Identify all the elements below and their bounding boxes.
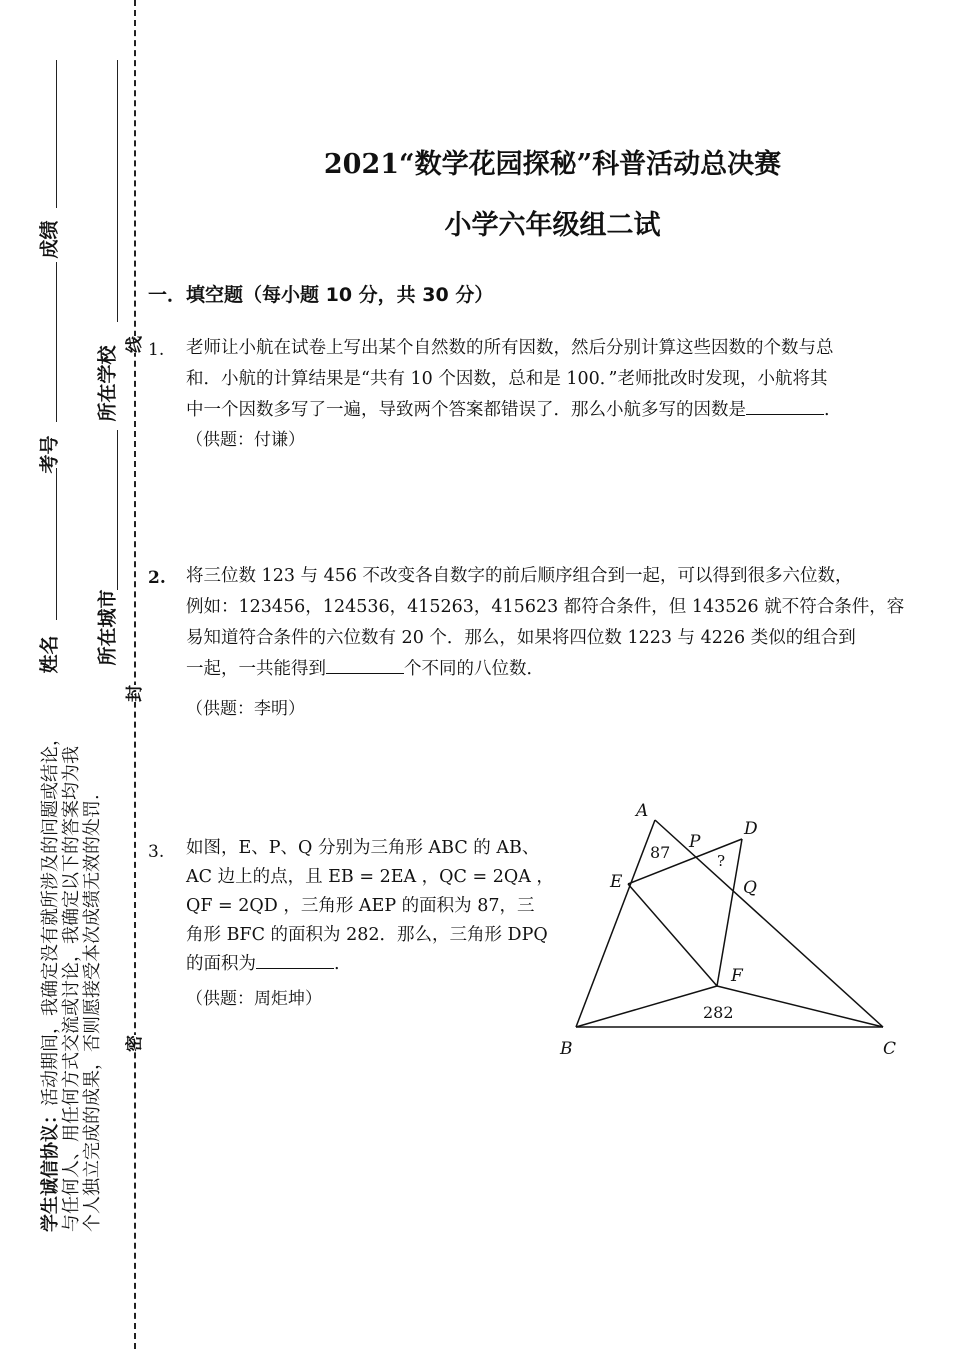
question-2-credit: （供题：李明） — [186, 699, 305, 719]
question-2-text — [186, 561, 904, 685]
question-3-line: QF = 2QD ，三角形 AEP 的面积为 87，三 — [186, 896, 535, 916]
point-label-f: F — [731, 966, 743, 986]
name-label: 姓名 — [38, 635, 61, 674]
page-subtitle: 小学六年级组二试 — [444, 210, 661, 241]
binding-dashed-line — [134, 0, 136, 1349]
area-label-aep: 87 — [650, 843, 671, 862]
question-1-line: 和．小航的计算结果是“共有 10 个因数，总和是 100．”老师批改时发现，小航将其 — [186, 369, 828, 389]
question-1-text — [186, 333, 834, 426]
segment-ab — [576, 820, 655, 1027]
pledge-line-2: 与任何人、用任何方式交流或讨论，我确定以下的答案均为我 — [61, 746, 82, 1232]
point-label-a: A — [636, 801, 649, 821]
question-3-line: 的面积为 — [186, 954, 256, 974]
question-3-line: 角形 BFC 的面积为 282．那么，三角形 DPQ — [186, 925, 548, 945]
school-field-line[interactable] — [117, 60, 118, 322]
city-label: 所在城市 — [96, 589, 119, 666]
exam-no-label: 考号 — [38, 435, 61, 474]
question-2-answer-blank[interactable] — [326, 657, 404, 674]
point-label-d: D — [744, 819, 758, 839]
point-label-b: B — [560, 1039, 573, 1059]
point-label-e: E — [610, 872, 623, 892]
question-2-line: 易知道符合条件的六位数有 20 个．那么，如果将四位数 1223 与 4226 类似的组合到 — [186, 628, 856, 648]
point-label-c: C — [883, 1039, 897, 1059]
binding-mark-dense: 密 — [120, 1035, 145, 1052]
segment-bf — [576, 986, 717, 1027]
score-field-line[interactable] — [56, 60, 57, 208]
page-title: 2021“数学花园探秘”科普活动总决赛 — [323, 149, 782, 180]
segment-ef — [628, 884, 717, 986]
city-field-line[interactable] — [117, 430, 118, 590]
pledge-line-3: 个人独立完成的成果，否则愿接受本次成绩无效的处罚. — [82, 794, 103, 1232]
question-1-tail: . — [824, 400, 830, 420]
question-2-number: 2. — [148, 568, 166, 588]
school-label: 所在学校 — [96, 345, 119, 422]
exam-no-field-line-top[interactable] — [56, 262, 57, 422]
question-1-number: 1. — [148, 340, 165, 360]
score-label: 成绩 — [38, 220, 61, 259]
binding-mark-seal: 封 — [120, 685, 145, 702]
point-label-q: Q — [743, 878, 757, 898]
question-2-line: 一起，一共能得到 — [186, 659, 326, 679]
binding-mark-line: 线 — [120, 336, 145, 353]
integrity-pledge — [40, 728, 103, 1232]
area-label-unknown: ? — [717, 852, 726, 870]
question-1-answer-blank[interactable] — [746, 398, 824, 415]
question-1-line: 老师让小航在试卷上写出某个自然数的所有因数，然后分别计算这些因数的个数与总 — [186, 338, 834, 358]
question-3-tail: . — [334, 954, 340, 974]
question-3-credit: （供题：周炬坤） — [186, 989, 322, 1009]
pledge-line-1: 活动期间，我确定没有就所涉及的问题或结论， — [40, 728, 61, 1106]
question-2-tail: 个不同的八位数． — [404, 659, 544, 679]
triangle-figure — [550, 795, 910, 1070]
question-3-answer-blank[interactable] — [256, 952, 334, 969]
section-heading: 一．填空题（每小题 10 分，共 30 分） — [148, 284, 494, 306]
question-3-line: 如图，E、P、Q 分别为三角形 ABC 的 AB、 — [186, 838, 540, 858]
segment-fc — [717, 986, 883, 1027]
point-label-p: P — [689, 832, 701, 852]
question-3-number: 3. — [148, 842, 165, 862]
question-1-credit: （供题：付谦） — [186, 430, 305, 450]
name-field-line[interactable] — [56, 468, 57, 620]
question-3-line: AC 边上的点，且 EB = 2EA ，QC = 2QA ， — [186, 867, 554, 887]
question-2-line: 例如：123456，124536，415263，415623 都符合条件，但 143526 就不符合条件，容 — [186, 597, 905, 617]
question-3-text — [186, 834, 554, 979]
pledge-title: 学生诚信协议： — [40, 1106, 61, 1232]
area-label-bfc: 282 — [703, 1003, 734, 1022]
question-2-line: 将三位数 123 与 456 不改变各自数字的前后顺序组合到一起，可以得到很多六位数， — [186, 566, 853, 586]
question-1-line: 中一个因数多写了一遍，导致两个答案都错误了．那么小航多写的因数是 — [186, 400, 746, 420]
